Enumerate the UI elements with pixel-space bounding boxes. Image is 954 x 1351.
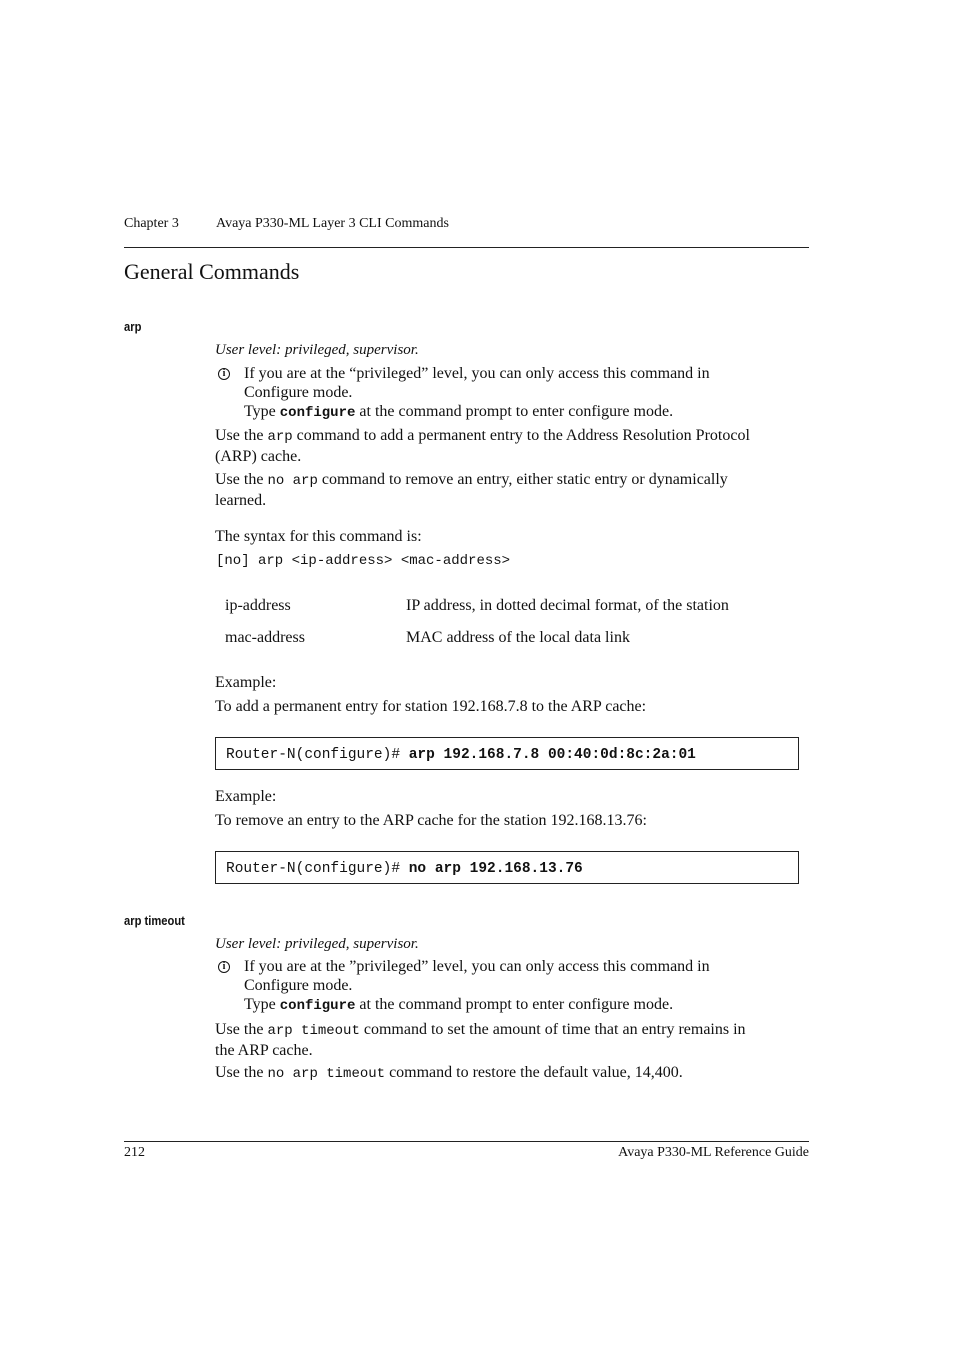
example-label: Example:: [215, 674, 277, 691]
usage-post: command to set the amount of time that an entry remains in: [359, 1021, 746, 1038]
example-description: To add a permanent entry for station 192.168.7.8 to the ARP cache:: [215, 698, 647, 715]
usage-line2: learned.: [215, 492, 267, 509]
note-line: If you are at the “privileged” level, you can only access this command in: [244, 365, 710, 382]
usage-post: command to add a permanent entry to the Address Resolution Protocol: [292, 427, 750, 444]
param-name: ip-address: [225, 597, 291, 614]
usage-line2: the ARP cache.: [215, 1042, 313, 1059]
note-arp-timeout: [244, 957, 710, 1016]
usage-pre: Use the: [215, 1021, 268, 1038]
user-level-arp: User level: privileged, supervisor.: [215, 342, 419, 358]
code-example-remove: [215, 851, 799, 884]
usage-arp-timeout-restore: [215, 1063, 815, 1084]
usage-arp-remove: [215, 470, 815, 510]
usage-command: arp: [267, 429, 293, 445]
header-rule: [124, 247, 809, 248]
command-heading-arp-timeout: arp timeout: [124, 913, 185, 928]
note-type-pre: Type: [244, 996, 280, 1013]
code-prompt: Router-N(configure)#: [226, 747, 409, 763]
code-command: arp 192.168.7.8 00:40:0d:8c:2a:01: [408, 747, 696, 763]
command-heading-arp: arp: [124, 319, 142, 334]
code-command: no arp 192.168.13.76: [408, 861, 583, 877]
note-line: Configure mode.: [244, 384, 353, 401]
note-type-line: [244, 402, 710, 423]
header-title: Avaya P330-ML Layer 3 CLI Commands: [216, 216, 449, 231]
syntax-intro: The syntax for this command is:: [215, 528, 422, 545]
usage-post: command to remove an entry, either static entry or dynamically: [317, 471, 728, 488]
note-line: Configure mode.: [244, 977, 353, 994]
section-title: General Commands: [124, 259, 300, 284]
page-number: 212: [124, 1145, 145, 1160]
info-icon: i: [218, 368, 230, 380]
example-label: Example:: [215, 788, 277, 805]
header-chapter: Chapter 3: [124, 216, 179, 231]
usage-pre: Use the: [215, 427, 268, 444]
syntax-line: [no] arp <ip-address> <mac-address>: [216, 553, 511, 569]
usage-command: no arp: [267, 473, 318, 489]
param-description: MAC address of the local data link: [406, 629, 630, 646]
usage-command: arp timeout: [267, 1023, 360, 1039]
code-prompt: Router-N(configure)#: [226, 861, 409, 877]
example-description: To remove an entry to the ARP cache for the station 192.168.13.76:: [215, 812, 647, 829]
usage-pre: Use the: [215, 471, 268, 488]
code-example-add: [215, 737, 799, 770]
note-line: If you are at the ”privileged” level, you can only access this command in: [244, 958, 710, 975]
note-type-command: configure: [279, 405, 356, 421]
param-name: mac-address: [225, 629, 305, 646]
usage-arp-timeout-set: [215, 1020, 815, 1060]
note-type-command: configure: [279, 998, 356, 1014]
note-type-line: [244, 995, 710, 1016]
usage-arp-add: [215, 426, 815, 466]
usage-pre: Use the: [215, 1064, 268, 1081]
param-description: IP address, in dotted decimal format, of the station: [406, 597, 729, 614]
footer-guide-title: Avaya P330-ML Reference Guide: [618, 1145, 809, 1160]
footer-rule: [124, 1141, 809, 1142]
usage-command: no arp timeout: [267, 1066, 386, 1082]
info-icon: i: [218, 961, 230, 973]
note-arp: [244, 364, 710, 423]
note-type-pre: Type: [244, 403, 280, 420]
usage-post: command to restore the default value, 14,400.: [385, 1064, 683, 1081]
usage-line2: (ARP) cache.: [215, 448, 302, 465]
note-type-post: at the command prompt to enter configure mode.: [355, 996, 674, 1013]
note-type-post: at the command prompt to enter configure mode.: [355, 403, 674, 420]
user-level-arp-timeout: User level: privileged, supervisor.: [215, 936, 419, 952]
